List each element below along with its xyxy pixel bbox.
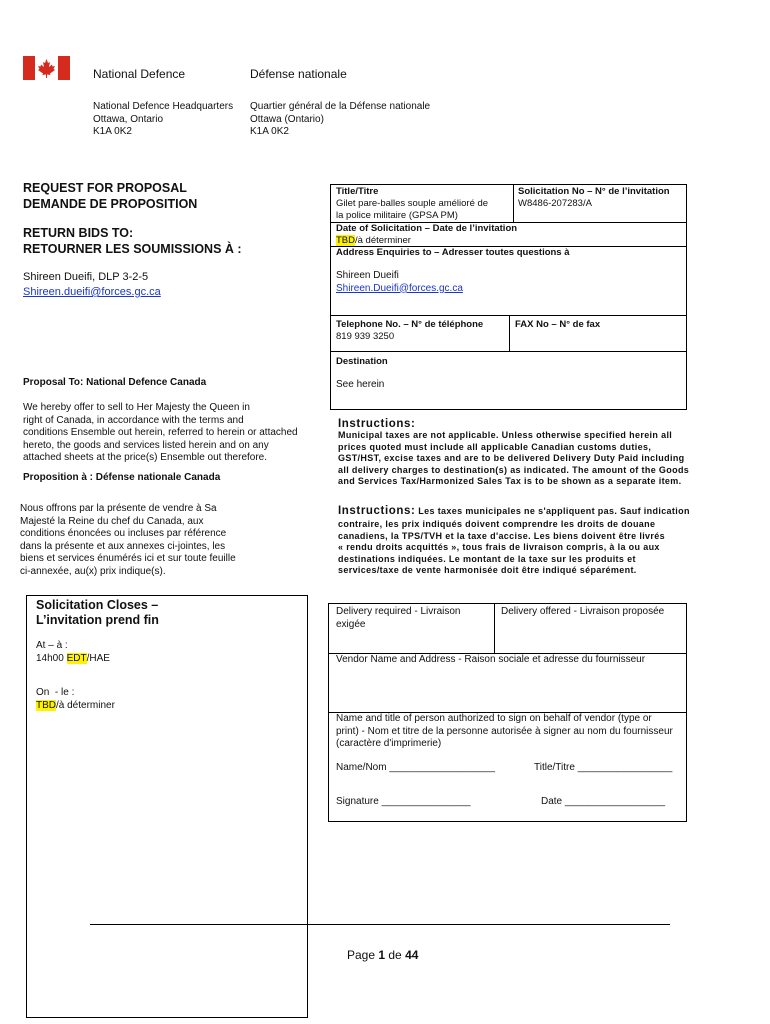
delivery-required-cell — [336, 606, 461, 631]
page-prefix: Page — [347, 948, 379, 962]
telephone-value: 819 939 3250 — [336, 331, 395, 342]
authorized-line: (caractère d'imprimerie) — [336, 738, 442, 749]
enquiries-email-link[interactable]: Shireen.Dueifi@forces.gc.ca — [336, 282, 463, 294]
instructions-heading-fr: Instructions: — [338, 505, 416, 517]
delivery-offered-cell: Delivery offered - Livraison proposée — [501, 606, 665, 617]
return-bids-en: RETURN BIDS TO: — [23, 226, 134, 240]
telephone-label: Telephone No. – N° de téléphone — [336, 319, 484, 330]
signature-field[interactable]: Signature ________________ — [336, 796, 471, 807]
instructions-en — [338, 418, 723, 488]
instructions-en-line: Municipal taxes are not applicable. Unless otherwise specified herein all — [338, 430, 673, 440]
instructions-fr-line: « rendu droits acquittés », tous frais de livraison compris, à la ou aux — [338, 542, 660, 552]
time-zone-highlight: EDT — [66, 652, 87, 664]
return-bids — [23, 225, 242, 257]
offer-en-line: We hereby offer to sell to Her Majesty the Queen in — [23, 402, 250, 413]
closes-title-fr: L’invitation prend fin — [36, 613, 159, 627]
closes-time — [36, 640, 110, 665]
address-en-line: Ottawa, Ontario — [93, 113, 164, 125]
instructions-fr-line: canadiens, la TPS/TVH et la taxe d'accise. Les biens doivent être livrés — [338, 530, 665, 541]
delivery-required-line: Delivery required - Livraison — [336, 606, 461, 617]
divider — [513, 184, 514, 222]
fax-label: FAX No – N° de fax — [515, 319, 601, 330]
page-number — [347, 948, 418, 963]
offer-fr-line: ci-annexée, au(x) prix indique(s). — [20, 565, 166, 577]
title-value-line: Gilet pare-balles souple amélioré de — [336, 198, 489, 209]
instructions-fr-first-line — [338, 501, 723, 519]
offer-text-en — [23, 402, 298, 465]
instructions-fr — [338, 501, 723, 577]
contact-email-link[interactable]: Shireen.dueifi@forces.gc.ca — [23, 286, 161, 298]
dept-name-en: National Defence — [93, 67, 186, 81]
offer-fr-line: dans la présente et aux annexes ci-jointes, les — [20, 540, 226, 552]
address-fr-line: Quartier général de la Défense nationale — [250, 101, 431, 112]
instructions-fr-line: destinations indiquées. Le montant de la taxe sur les produits et — [338, 553, 636, 564]
date-highlight: TBD — [336, 235, 355, 246]
instructions-en-line: all delivery charges to destination(s) as indicated. The amount of the Goods — [338, 464, 690, 475]
address-fr-line: Ottawa (Ontario) — [250, 113, 324, 125]
closes-title — [36, 598, 159, 628]
destination-value: See herein — [336, 379, 385, 390]
offer-text-fr — [20, 503, 236, 578]
title-field[interactable]: Title/Titre _________________ — [534, 762, 673, 773]
authorized-line: print) - Nom et titre de la personne autorisée à signer au nom du fournisseur — [336, 725, 673, 737]
date-field[interactable]: Date __________________ — [541, 796, 666, 807]
solicitation-number-cell — [518, 186, 670, 210]
on-label: On - le : — [36, 687, 75, 698]
date-highlight: TBD — [36, 699, 56, 711]
title-label: Title/Titre — [336, 186, 379, 197]
divider — [509, 315, 510, 351]
proposal-to-en: Proposal To: National Defence Canada — [23, 377, 207, 388]
rfp-title-fr: DEMANDE DE PROPOSITION — [23, 197, 198, 211]
page-total: 44 — [405, 948, 419, 962]
offer-fr-line: biens et services énumérés ici et sur toute feuille — [20, 553, 236, 564]
instructions-fr-line: services/taxe de vente harmonisée doit être indiqué séparément. — [338, 565, 637, 575]
instructions-en-line: prices quoted must include all applicable Canadian customs duties, — [338, 441, 652, 452]
offer-en-line: hereto, the goods and services listed herein and on any — [23, 439, 269, 451]
date-suffix: /à déterminer — [355, 235, 411, 246]
proposal-to-fr: Proposition à : Défense nationale Canada — [23, 472, 221, 483]
title-value-line: la police militaire (GPSA PM) — [336, 210, 458, 221]
dept-name-fr: Défense nationale — [250, 67, 347, 81]
time-prefix: 14h00 — [36, 652, 67, 664]
title-cell — [336, 186, 511, 222]
address-en-line: K1A 0K2 — [93, 126, 132, 137]
rfp-title-en: REQUEST FOR PROPOSAL — [23, 181, 187, 195]
address-fr-line: K1A 0K2 — [250, 126, 289, 137]
closing-date-value — [36, 700, 115, 713]
enquiries-name: Shireen Dueifi — [336, 270, 399, 281]
instructions-en-line: and Services Tax/Harmonized Sales Tax is to be shown as a separate item. — [338, 476, 682, 486]
closing-time-value — [36, 653, 110, 666]
instructions-fr-first-text: Les taxes municipales ne s'appliquent pas. Sauf indication — [415, 506, 690, 516]
return-bids-fr: RETOURNER LES SOUMISSIONS À : — [23, 242, 242, 256]
destination-label: Destination — [336, 356, 388, 367]
rfp-title — [23, 180, 197, 212]
solicitation-date-value — [336, 235, 517, 247]
instructions-en-line: GST/HST, excise taxes and are to be delivered Delivery Duty Paid including — [338, 453, 685, 463]
page-current: 1 — [378, 948, 386, 962]
at-label: At – à : — [36, 640, 68, 651]
canada-flag-icon — [23, 56, 70, 80]
enquiries-cell — [336, 247, 570, 259]
offer-fr-line: Majesté la Reine du chef du Canada, aux — [20, 515, 204, 527]
delivery-required-line: exigée — [336, 618, 366, 630]
solicitation-number-value: W8486-207283/A — [518, 198, 592, 209]
vendor-name-address-cell: Vendor Name and Address - Raison sociale et adresse du fournisseur — [336, 654, 646, 665]
solicitation-date-cell — [336, 223, 517, 247]
offer-en-line: attached sheets at the price(s) Ensemble out therefore. — [23, 452, 268, 463]
enquiries-label: Address Enquiries to – Adresser toutes questions à — [336, 247, 570, 258]
enquiries-contact — [336, 270, 463, 295]
name-field[interactable]: Name/Nom ___________________ — [336, 762, 496, 773]
date-suffix: /à déterminer — [56, 699, 115, 711]
return-contact — [23, 270, 161, 300]
offer-en-line: conditions Ensemble out herein, referred to herein or attached — [23, 427, 298, 438]
offer-fr-line: conditions énoncées ou incluses par référence — [20, 528, 227, 539]
page-separator: de — [385, 948, 406, 962]
address-fr — [250, 101, 430, 139]
solicitation-number-label: Solicitation No – N° de l’invitation — [518, 186, 670, 197]
closes-date — [36, 687, 115, 712]
instructions-fr-line: contraire, les prix indiqués doivent comprendre les droits de douane — [338, 519, 656, 529]
divider — [494, 603, 495, 653]
address-en — [93, 101, 233, 139]
authorized-line: Name and title of person authorized to sign on behalf of vendor (type or — [336, 713, 652, 724]
instructions-heading-en: Instructions: — [338, 418, 416, 430]
contact-name: Shireen Dueifi, DLP 3-2-5 — [23, 271, 149, 283]
divider — [330, 351, 687, 352]
address-en-line: National Defence Headquarters — [93, 101, 234, 112]
time-suffix: /HAE — [86, 652, 110, 664]
authorized-person-text — [336, 713, 673, 751]
footer-rule — [90, 924, 670, 925]
solicitation-date-label: Date of Solicitation – Date de l’invitation — [336, 223, 518, 234]
offer-fr-line: Nous offrons par la présente de vendre à Sa — [20, 503, 217, 514]
offer-en-line: right of Canada, in accordance with the terms and — [23, 414, 244, 426]
telephone-cell — [336, 319, 483, 343]
closes-title-en: Solicitation Closes – — [36, 598, 159, 612]
